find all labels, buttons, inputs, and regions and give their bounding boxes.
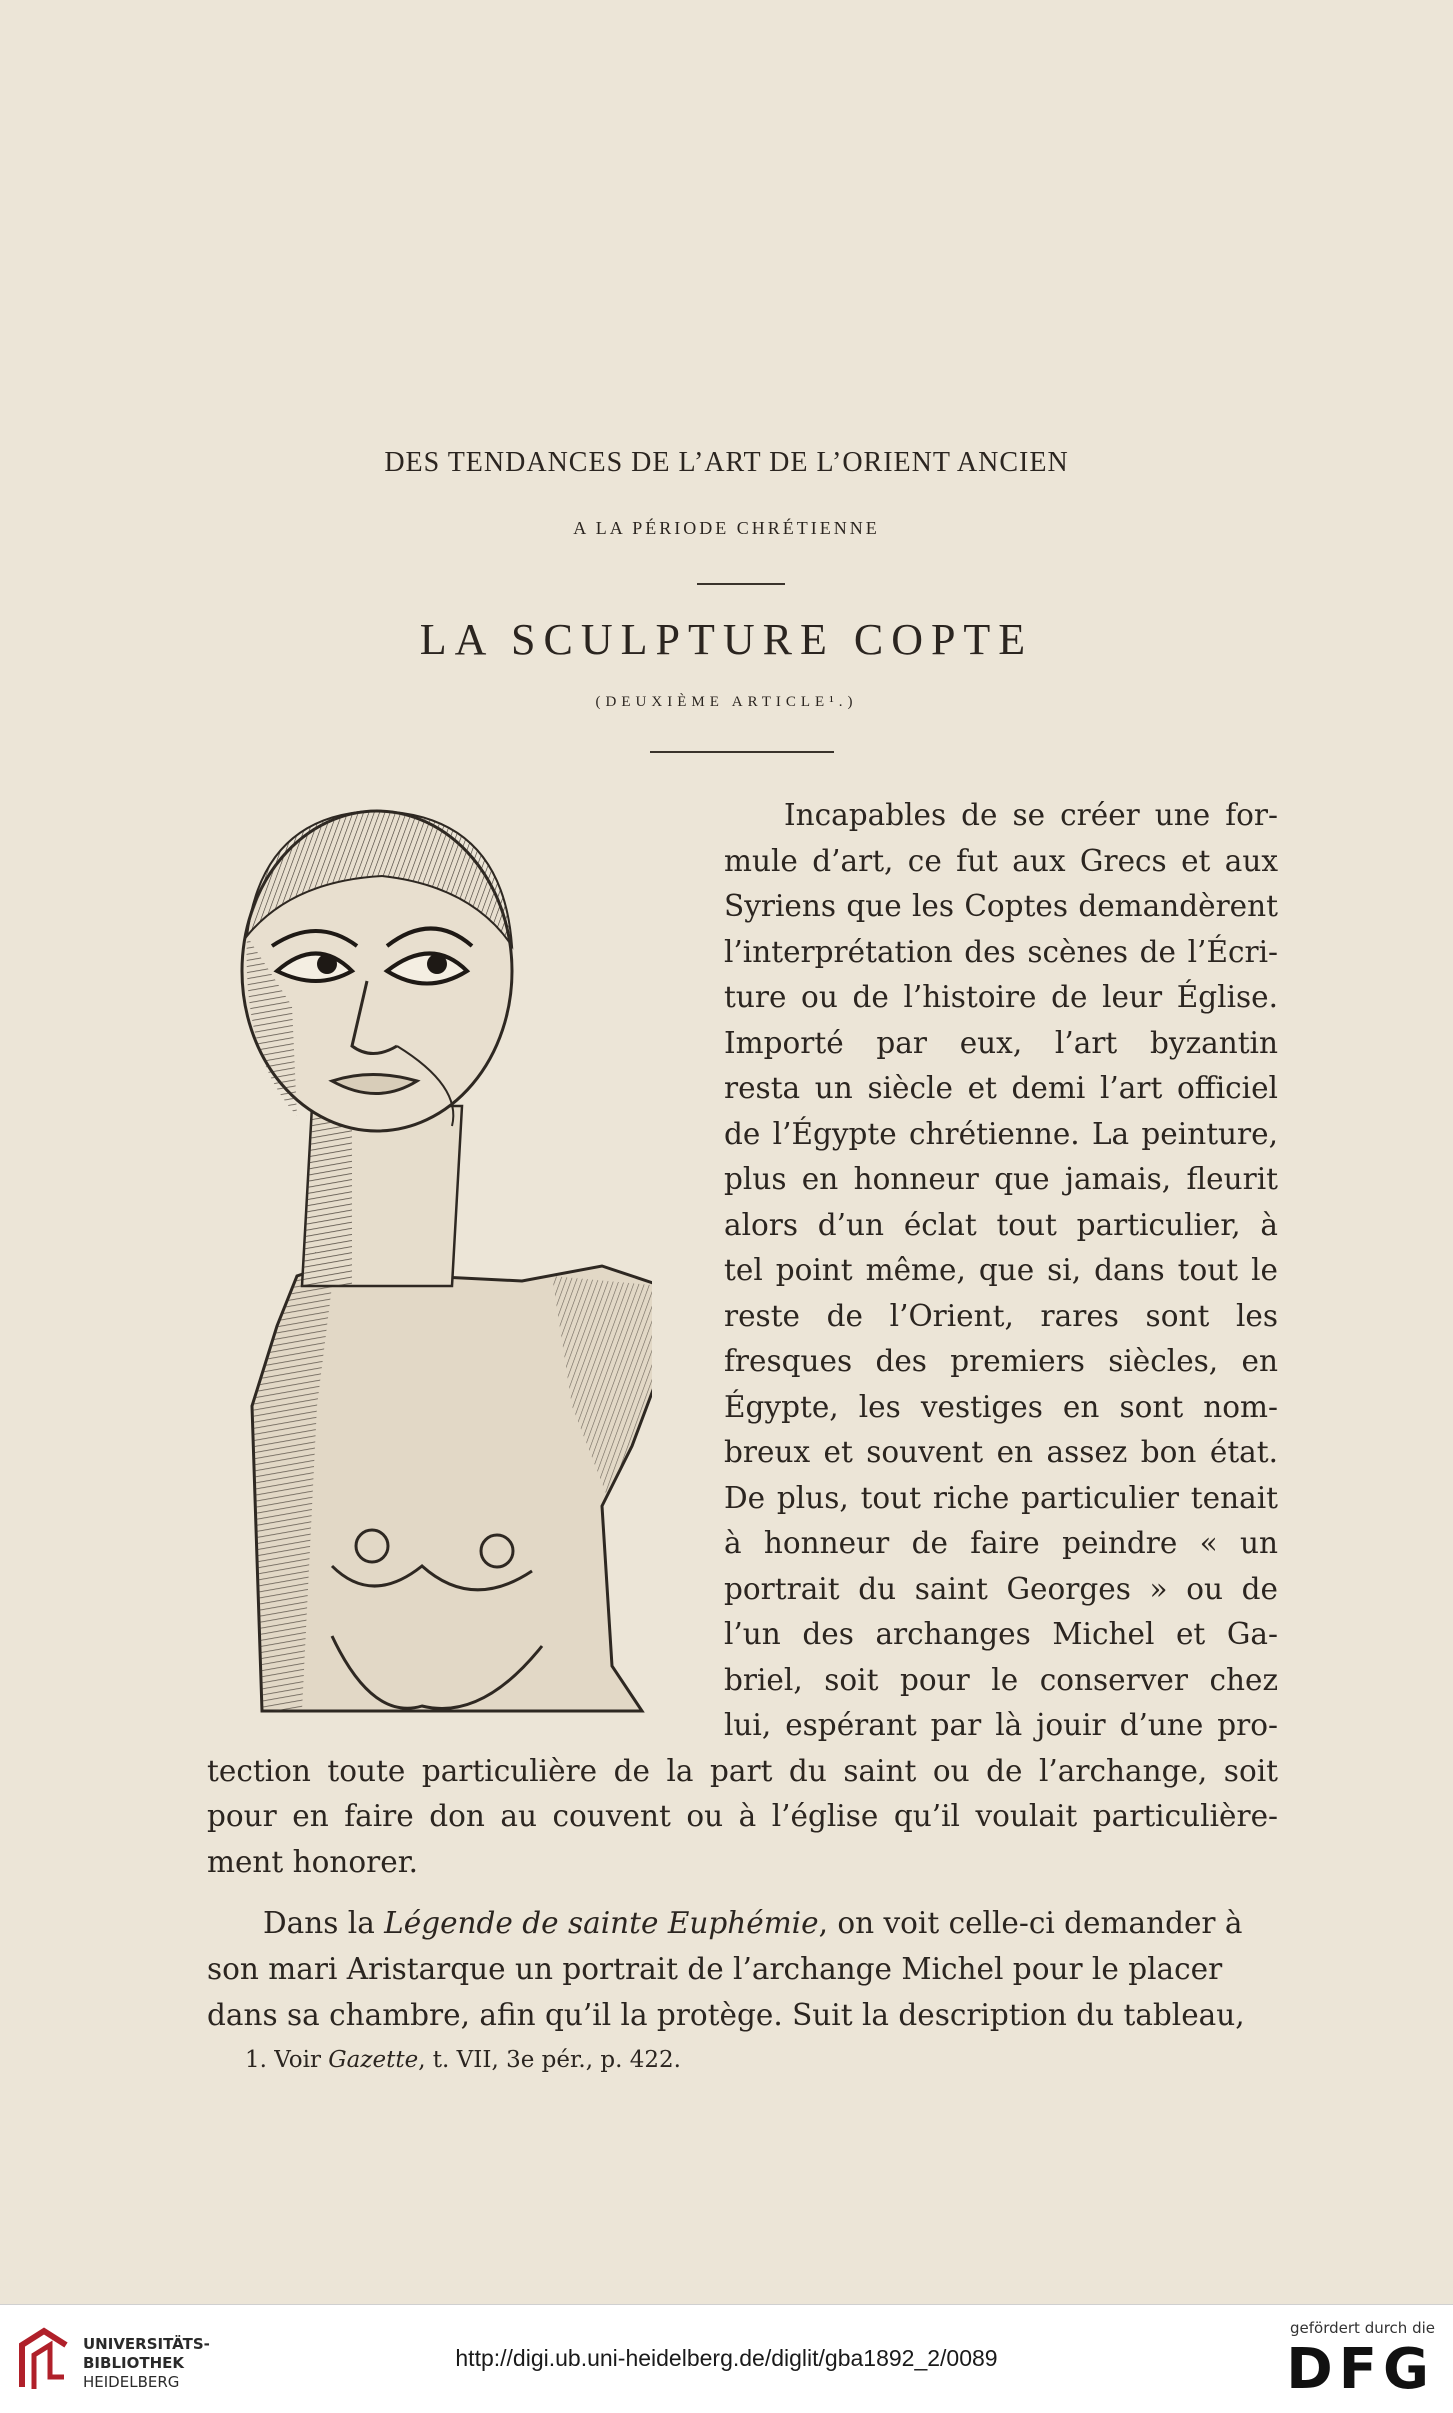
paragraph-line: l’interprétation des scènes de l’Écri- <box>724 934 1278 969</box>
library-name-line: BIBLIOTHEK <box>83 2354 184 2372</box>
paragraph-line: De plus, tout riche particulier tenait <box>724 1480 1278 1515</box>
paragraph-line: ment honorer. <box>207 1844 418 1879</box>
dfg-logo: DFG <box>1286 2337 1435 2402</box>
paragraph-line: Importé par eux, l’art byzantin <box>724 1025 1278 1060</box>
divider-rule <box>697 583 785 585</box>
paragraph-line: fresques des premiers siècles, en <box>724 1344 1278 1378</box>
paragraph-line: reste de l’Orient, rares sont les <box>724 1298 1278 1333</box>
paragraph-line: à honneur de faire peindre « un <box>724 1526 1278 1560</box>
paragraph-line: de l’Égypte chrétienne. La peinture, <box>724 1116 1278 1151</box>
paragraph-line: briel, soit pour le conserver chez <box>724 1662 1278 1697</box>
funder-block <box>1285 2319 1435 2403</box>
paragraph-line: Égypte, les vestiges en sont nom- <box>724 1389 1278 1424</box>
paragraph-line: Dans la Légende de sainte Euphémie, on voit celle-ci demander à <box>263 1906 1243 1940</box>
library-banner <box>0 2304 1453 2413</box>
coptic-bust-figure <box>222 806 652 1724</box>
article-note: (DEUXIÈME ARTICLE¹.) <box>595 694 858 710</box>
paragraph-line: pour en faire don au couvent ou à l’église qu’il voulait particulière- <box>207 1799 1278 1833</box>
paragraph-line: ture ou de l’histoire de leur Église. <box>724 980 1278 1014</box>
paragraph-line: tection toute particulière de la part du saint ou de l’archange, soit <box>207 1753 1278 1788</box>
permalink-url[interactable]: http://digi.ub.uni-heidelberg.de/diglit/gba1892_2/0089 <box>455 2345 998 2371</box>
paragraph-line: breux et souvent en assez bon état. <box>724 1435 1278 1469</box>
paragraph-line: l’un des archanges Michel et Ga- <box>724 1617 1278 1651</box>
paragraph-line: Incapables de se créer une for- <box>784 798 1278 832</box>
paragraph-line: plus en honneur que jamais, fleurit <box>724 1162 1278 1196</box>
library-name-line: UNIVERSITÄTS- <box>83 2335 210 2353</box>
series-title: DES TENDANCES DE L’ART DE L’ORIENT ANCIEN <box>384 447 1069 478</box>
series-subtitle: A LA PÉRIODE CHRÉTIENNE <box>573 518 880 538</box>
footnote: 1. Voir Gazette, t. VII, 3e pér., p. 422. <box>245 2047 681 2073</box>
paragraph-line: Syriens que les Coptes demandèrent <box>724 889 1278 923</box>
paragraph-line: portrait du saint Georges » ou de <box>724 1571 1278 1606</box>
paragraph-line: lui, espérant par là jouir d’une pro- <box>724 1708 1278 1742</box>
paragraph-line: alors d’un éclat tout particulier, à <box>724 1207 1278 1242</box>
paragraph-line: resta un siècle et demi l’art officiel <box>724 1071 1278 1105</box>
paragraph-line: dans sa chambre, afin qu’il la protège. Suit la description du tableau, <box>207 1998 1245 2032</box>
divider-rule <box>650 751 834 753</box>
library-name-line: HEIDELBERG <box>83 2373 180 2391</box>
funded-by-label: gefördert durch die <box>1290 2319 1435 2337</box>
paragraph-line: son mari Aristarque un portrait de l’archange Michel pour le placer <box>207 1952 1223 1986</box>
paragraph-line: mule d’art, ce fut aux Grecs et aux <box>724 843 1278 878</box>
paragraph-line: tel point même, que si, dans tout le <box>724 1253 1278 1287</box>
article-title: LA SCULPTURE COPTE <box>419 615 1034 664</box>
